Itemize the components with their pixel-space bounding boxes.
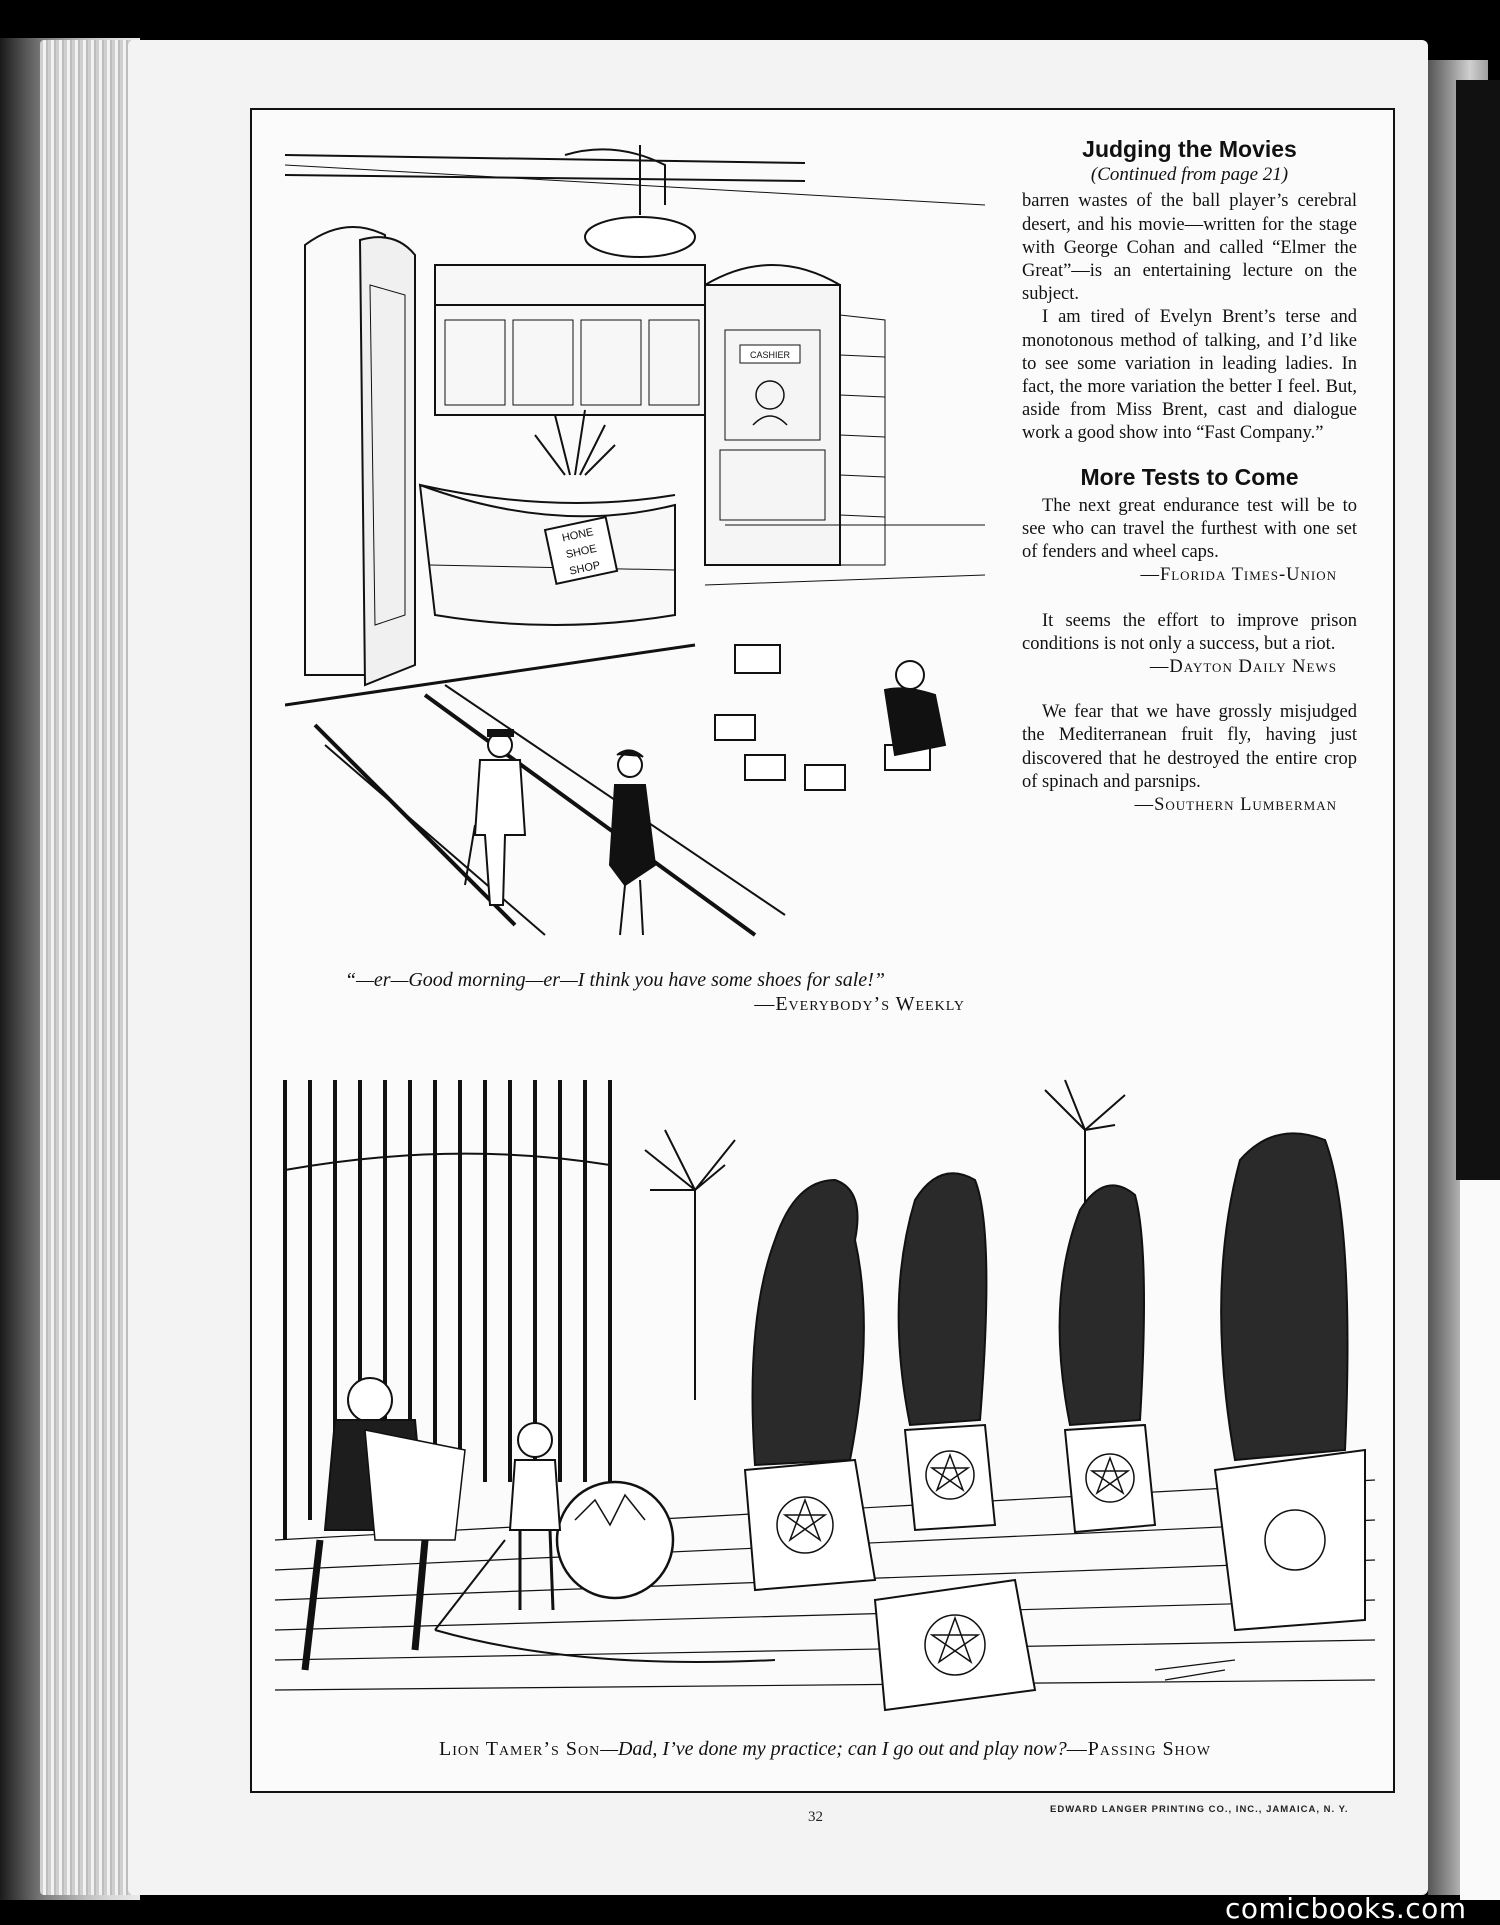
article-paragraph-1: barren wastes of the ball player’s cerebral desert, and his movie—written for the stage with George Cohan and called “Elmer the Great”—is an entertaining lecture on the subject.: [1022, 191, 1357, 305]
shop-sign-line1: HONE: [561, 526, 595, 545]
watermark: comicbooks.com: [1225, 1892, 1467, 1925]
joke-3-source: —Southern Lumberman: [1134, 795, 1337, 816]
page-edges: [40, 40, 135, 1895]
lion-tamer-cartoon: [275, 1070, 1375, 1745]
article-paragraph-2: I am tired of Evelyn Brent’s terse and monotonous method of talking, and I’d like to see some variation in leading ladies. In fact, the more variation the better I feel. But, aside from Miss Brent, cast and dialogue work a good show into “Fast Company.”: [1022, 307, 1357, 444]
joke-3-text: We fear that we have grossly misjudged the Mediterranean fruit fly, having just discovered that he destroyed the entire crop of spinach and parsnips.: [1022, 702, 1357, 792]
next-page-shadow: [1456, 80, 1500, 1180]
joke-1-text: The next great endurance test will be to see who can travel the furthest with one set of fenders and wheel caps.: [1022, 495, 1357, 563]
continued-note: (Continued from page 21): [1090, 164, 1289, 186]
heading-more-tests: More Tests to Come: [1080, 463, 1299, 490]
article-column: [1022, 138, 1357, 817]
printer-credit: EDWARD LANGER PRINTING CO., INC., JAMAICA, N. Y.: [1050, 1804, 1349, 1815]
heading-judging-movies: Judging the Movies: [1082, 136, 1297, 162]
joke-2-source: —Dayton Daily News: [1149, 657, 1337, 678]
bottom-cartoon-caption: [270, 1737, 1380, 1761]
top-caption-quote: “—er—Good morning—er—I think you have some shoes for sale!”: [345, 969, 885, 991]
shop-sign-line2: SHOE: [564, 542, 598, 562]
bottom-caption-quote: —Dad, I’ve done my practice; can I go out and play now?: [600, 1738, 1067, 1760]
next-page-sliver: [1460, 1180, 1500, 1900]
shoe-shop-cartoon: [285, 145, 990, 965]
cashier-sign: CASHIER: [749, 350, 791, 360]
top-cartoon-caption: [345, 968, 965, 1016]
top-caption-credit: —Everybody’s Weekly: [754, 993, 965, 1015]
joke-2-text: It seems the effort to improve prison conditions is not only a success, but a riot.: [1022, 610, 1357, 654]
bottom-caption-credit: —Passing Show: [1066, 1738, 1211, 1760]
joke-1-source: —Florida Times-Union: [1140, 565, 1337, 586]
shop-sign-line3: SHOP: [568, 559, 602, 578]
page-number: 32: [808, 1809, 823, 1825]
bottom-caption-lead: Lion Tamer’s Son: [438, 1738, 601, 1760]
